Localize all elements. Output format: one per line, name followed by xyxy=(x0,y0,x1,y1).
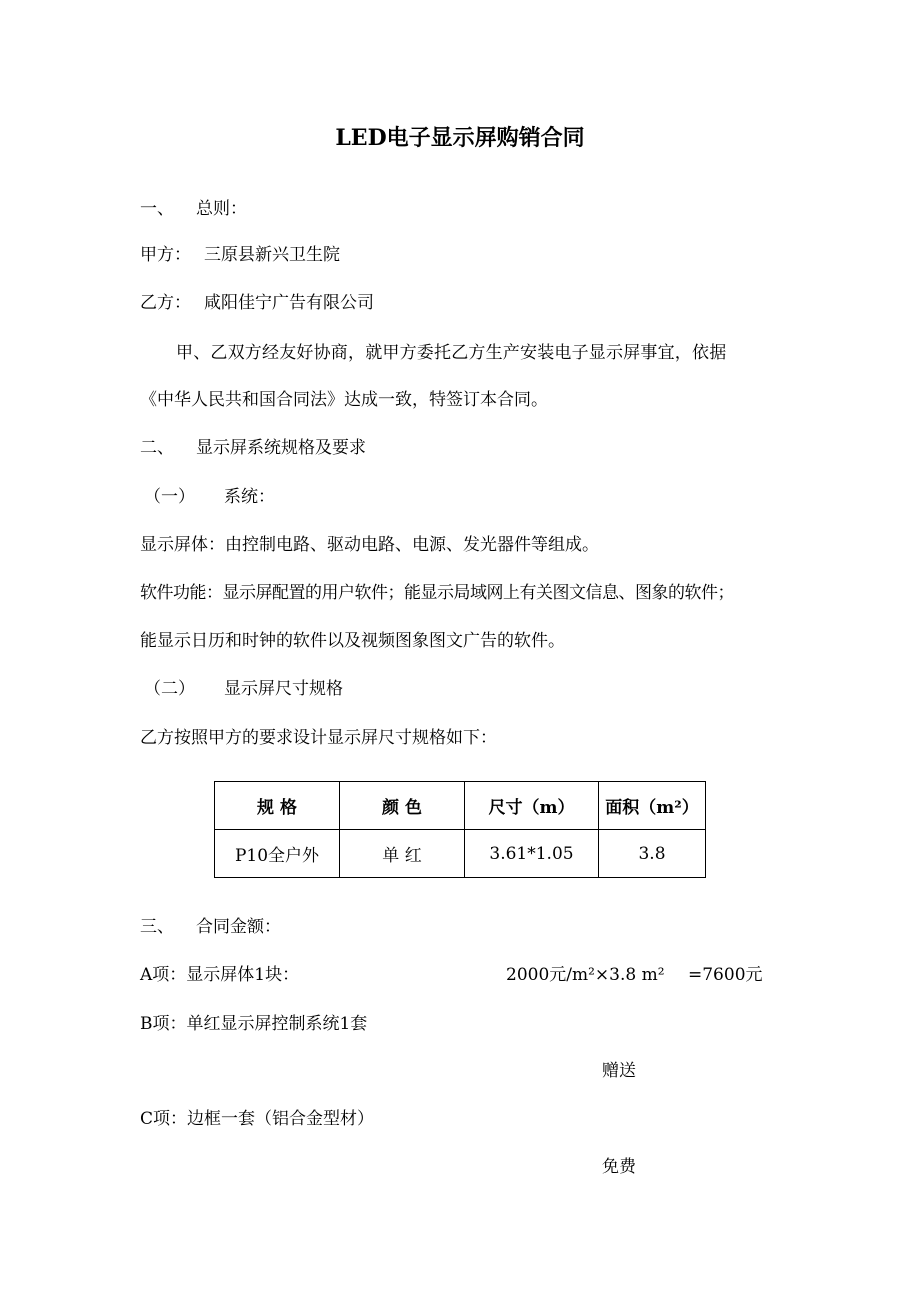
party-a-name: 三原县新兴卫生院 xyxy=(204,245,340,265)
item-b-value: 赠送 xyxy=(602,1061,636,1081)
party-a-label: 甲方： xyxy=(140,245,191,265)
spec-table xyxy=(214,781,706,878)
table-cell-size: 3.61*1.05 xyxy=(465,830,599,878)
section1-heading: 总则： xyxy=(196,199,247,219)
subsection1-number: （一） xyxy=(144,487,195,507)
screen-body-text: 显示屏体：由控制电路、驱动电路、电源、发光器件等组成。 xyxy=(140,535,599,555)
item-a-label: A项：显示屏体1块： xyxy=(140,965,300,985)
section2-heading: 显示屏系统规格及要求 xyxy=(196,438,366,458)
party-b-name: 咸阳佳宁广告有限公司 xyxy=(204,293,374,313)
item-b-label: B项：单红显示屏控制系统1套 xyxy=(140,1014,368,1034)
intro-paragraph-line2: 《中华人民共和国合同法》达成一致，特签订本合同。 xyxy=(140,390,548,410)
section1-number: 一、 xyxy=(140,199,174,219)
table-header-color: 颜 色 xyxy=(340,782,465,830)
item-c-value: 免费 xyxy=(602,1157,636,1177)
item-a-total: =7600元 xyxy=(688,965,763,985)
subsection2-heading: 显示屏尺寸规格 xyxy=(224,679,343,699)
section3-heading: 合同金额： xyxy=(196,917,281,937)
table-header-area: 面积（m²） xyxy=(599,782,706,830)
section2-number: 二、 xyxy=(140,438,174,458)
party-b-label: 乙方： xyxy=(140,293,191,313)
item-a-calc: 2000元/m²×3.8 m² xyxy=(506,965,665,985)
software-line2: 能显示日历和时钟的软件以及视频图象图文广告的软件。 xyxy=(140,631,565,651)
table-cell-spec: P10全户外 xyxy=(215,830,340,878)
table-row xyxy=(215,830,706,878)
subsection2-number: （二） xyxy=(144,679,195,699)
intro-paragraph-line1: 甲、乙双方经友好协商，就甲方委托乙方生产安装电子显示屏事宜，依据 xyxy=(176,343,727,363)
table-header-spec: 规 格 xyxy=(215,782,340,830)
table-cell-color: 单 红 xyxy=(340,830,465,878)
section3-number: 三、 xyxy=(140,917,174,937)
page-title: LED电子显示屏购销合同 xyxy=(335,125,585,151)
table-cell-area: 3.8 xyxy=(599,830,706,878)
table-header-row xyxy=(215,782,706,830)
software-line1: 软件功能：显示屏配置的用户软件；能显示局域网上有关图文信息、图象的软件； xyxy=(140,583,734,603)
subsection1-heading: 系统： xyxy=(224,487,275,507)
item-c-label: C项：边框一套（铝合金型材） xyxy=(140,1109,375,1129)
design-text: 乙方按照甲方的要求设计显示屏尺寸规格如下： xyxy=(140,728,497,748)
table-header-size: 尺寸（m） xyxy=(465,782,599,830)
